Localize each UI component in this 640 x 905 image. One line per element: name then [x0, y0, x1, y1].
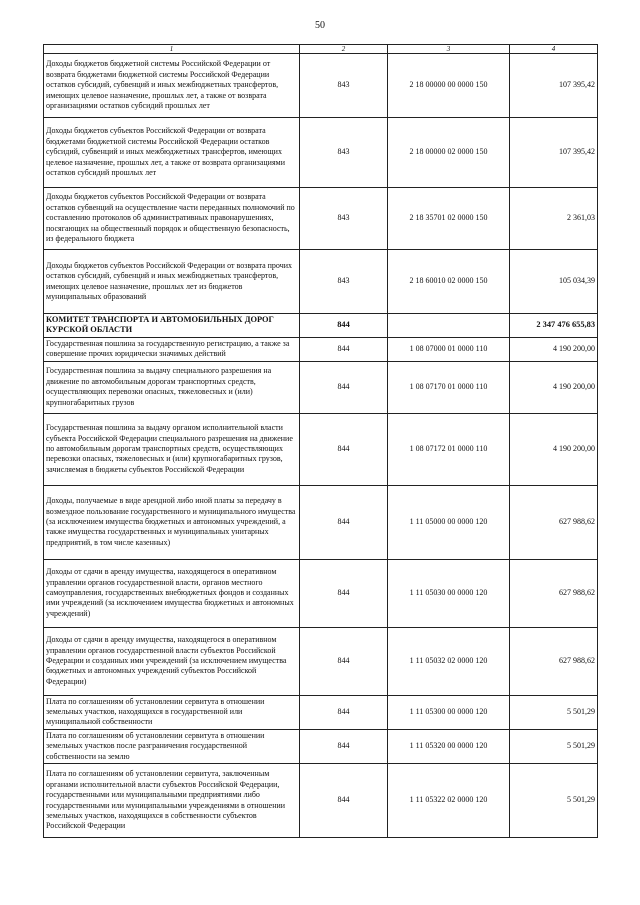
budget-classification-code-cell [388, 314, 510, 338]
table-row [44, 485, 598, 559]
admin-code-cell: 844 [300, 314, 388, 338]
admin-code-cell: 844 [300, 413, 388, 485]
admin-code-cell: 843 [300, 250, 388, 314]
amount-cell: 107 395,42 [510, 54, 598, 118]
table-row [44, 627, 598, 695]
table-row [44, 413, 598, 485]
admin-code-cell: 843 [300, 118, 388, 188]
budget-classification-code-cell: 2 18 00000 00 0000 150 [388, 54, 510, 118]
admin-code-cell: 844 [300, 729, 388, 763]
revenue-name-cell: Государственная пошлина за выдачу специального разрешения на движение по автомобильным дорогам транспортных средств, осуществляющих перевозки опасных, тяжеловесных и (или) крупногабаритных грузов [44, 361, 300, 413]
budget-classification-code-cell: 1 11 05032 02 0000 120 [388, 627, 510, 695]
revenue-name-cell: Доходы бюджетов субъектов Российской Федерации от возврата остатков субвенций на осуществление части переданных полномочий по составлению протоколов об административных правонарушениях, посягающих на общественный порядок и общественную безопасность, из федерального бюджета [44, 188, 300, 250]
amount-cell: 105 034,39 [510, 250, 598, 314]
revenue-name-cell: Доходы бюджетов бюджетной системы Российской Федерации от возврата бюджетами бюджетной системы Российской Федерации остатков субсидий, субвенций и иных межбюджетных трансфертов, имеющих целевое назначение, прошлых лет, а также от возврата организациями остатков субсидий прошлых лет [44, 54, 300, 118]
column-number: 3 [388, 45, 510, 54]
admin-code-cell: 843 [300, 188, 388, 250]
revenue-name-cell: Доходы от сдачи в аренду имущества, находящегося в оперативном управлении органов государственной власти субъектов Российской Федерации и созданных ими учреждений (за исключением имущества бюджетных и автономных учреждений субъектов Российской Федерации) [44, 627, 300, 695]
amount-cell: 5 501,29 [510, 729, 598, 763]
revenue-name-cell: КОМИТЕТ ТРАНСПОРТА И АВТОМОБИЛЬНЫХ ДОРОГ КУРСКОЙ ОБЛАСТИ [44, 314, 300, 338]
admin-code-cell: 844 [300, 559, 388, 627]
admin-code-cell: 844 [300, 361, 388, 413]
admin-code-cell: 844 [300, 695, 388, 729]
amount-cell: 107 395,42 [510, 118, 598, 188]
table-row [44, 337, 598, 361]
budget-classification-code-cell: 1 11 05322 02 0000 120 [388, 764, 510, 838]
column-number: 1 [44, 45, 300, 54]
table-row [44, 250, 598, 314]
revenue-name-cell: Доходы бюджетов субъектов Российской Федерации от возврата бюджетами бюджетной системы Российской Федерации остатков субсидий, субвенций и иных межбюджетных трансфертов, имеющих целевое назначение, прошлых лет, а также от возврата организациями остатков субсидий прошлых лет [44, 118, 300, 188]
budget-classification-code-cell: 1 11 05300 00 0000 120 [388, 695, 510, 729]
budget-classification-code-cell: 2 18 35701 02 0000 150 [388, 188, 510, 250]
amount-cell: 2 347 476 655,83 [510, 314, 598, 338]
revenue-name-cell: Плата по соглашениям об установлении сервитута, заключенным органами исполнительной власти субъектов Российской Федерации, государственными или муниципальными предприятиями либо государственными или муниципальными учреждениями в отношении земельных участков, находящихся в собственности субъектов Российской Федерации [44, 764, 300, 838]
admin-code-cell: 843 [300, 54, 388, 118]
revenue-name-cell: Плата по соглашениям об установлении сервитута в отношении земельных участков после разграничения государственной собственности на землю [44, 729, 300, 763]
amount-cell: 627 988,62 [510, 627, 598, 695]
budget-classification-code-cell: 1 11 05000 00 0000 120 [388, 485, 510, 559]
amount-cell: 4 190 200,00 [510, 337, 598, 361]
column-number-row [44, 45, 598, 54]
table-row [44, 695, 598, 729]
revenue-name-cell: Плата по соглашениям об установлении сервитута в отношении земельных участков, находящихся в государственной или муниципальной собственности [44, 695, 300, 729]
column-number: 4 [510, 45, 598, 54]
admin-code-cell: 844 [300, 764, 388, 838]
admin-code-cell: 844 [300, 485, 388, 559]
table-row [44, 188, 598, 250]
section-header-row [44, 314, 598, 338]
table-row [44, 559, 598, 627]
budget-classification-code-cell: 2 18 00000 02 0000 150 [388, 118, 510, 188]
amount-cell: 627 988,62 [510, 559, 598, 627]
revenue-name-cell: Доходы от сдачи в аренду имущества, находящегося в оперативном управлении органов государственной власти, органов местного самоуправления, государственных внебюджетных фондов и созданных ими учреждений (за исключением имущества бюджетных и автономных учреждений) [44, 559, 300, 627]
revenue-name-cell: Доходы бюджетов субъектов Российской Федерации от возврата прочих остатков субсидий, субвенций и иных межбюджетных трансфертов, имеющих целевое назначение, прошлых лет из бюджетов муниципальных образований [44, 250, 300, 314]
revenue-name-cell: Доходы, получаемые в виде арендной либо иной платы за передачу в возмездное пользование государственного и муниципального имущества (за исключением имущества бюджетных и автономных учреждений, а также имущества государственных и муниципальных унитарных предприятий, в том числе казенных) [44, 485, 300, 559]
amount-cell: 4 190 200,00 [510, 413, 598, 485]
amount-cell: 4 190 200,00 [510, 361, 598, 413]
amount-cell: 5 501,29 [510, 764, 598, 838]
amount-cell: 5 501,29 [510, 695, 598, 729]
table-row [44, 54, 598, 118]
amount-cell: 2 361,03 [510, 188, 598, 250]
page-number: 50 [315, 20, 325, 31]
budget-classification-code-cell: 1 08 07000 01 0000 110 [388, 337, 510, 361]
table-row [44, 118, 598, 188]
revenue-table [43, 44, 598, 838]
table-row [44, 361, 598, 413]
budget-classification-code-cell: 2 18 60010 02 0000 150 [388, 250, 510, 314]
budget-classification-code-cell: 1 08 07170 01 0000 110 [388, 361, 510, 413]
admin-code-cell: 844 [300, 627, 388, 695]
table-row [44, 729, 598, 763]
amount-cell: 627 988,62 [510, 485, 598, 559]
budget-classification-code-cell: 1 11 05320 00 0000 120 [388, 729, 510, 763]
budget-classification-code-cell: 1 08 07172 01 0000 110 [388, 413, 510, 485]
revenue-name-cell: Государственная пошлина за государственную регистрацию, а также за совершение прочих юридически значимых действий [44, 337, 300, 361]
table-row [44, 764, 598, 838]
budget-classification-code-cell: 1 11 05030 00 0000 120 [388, 559, 510, 627]
revenue-name-cell: Государственная пошлина за выдачу органом исполнительной власти субъекта Российской Федерации специального разрешения на движение по автомобильным дорогам транспортных средств, осуществляющих перевозки опасных, тяжеловесных и (или) крупногабаритных грузов, зачисляемая в бюджеты субъектов Российской Федерации [44, 413, 300, 485]
admin-code-cell: 844 [300, 337, 388, 361]
column-number: 2 [300, 45, 388, 54]
